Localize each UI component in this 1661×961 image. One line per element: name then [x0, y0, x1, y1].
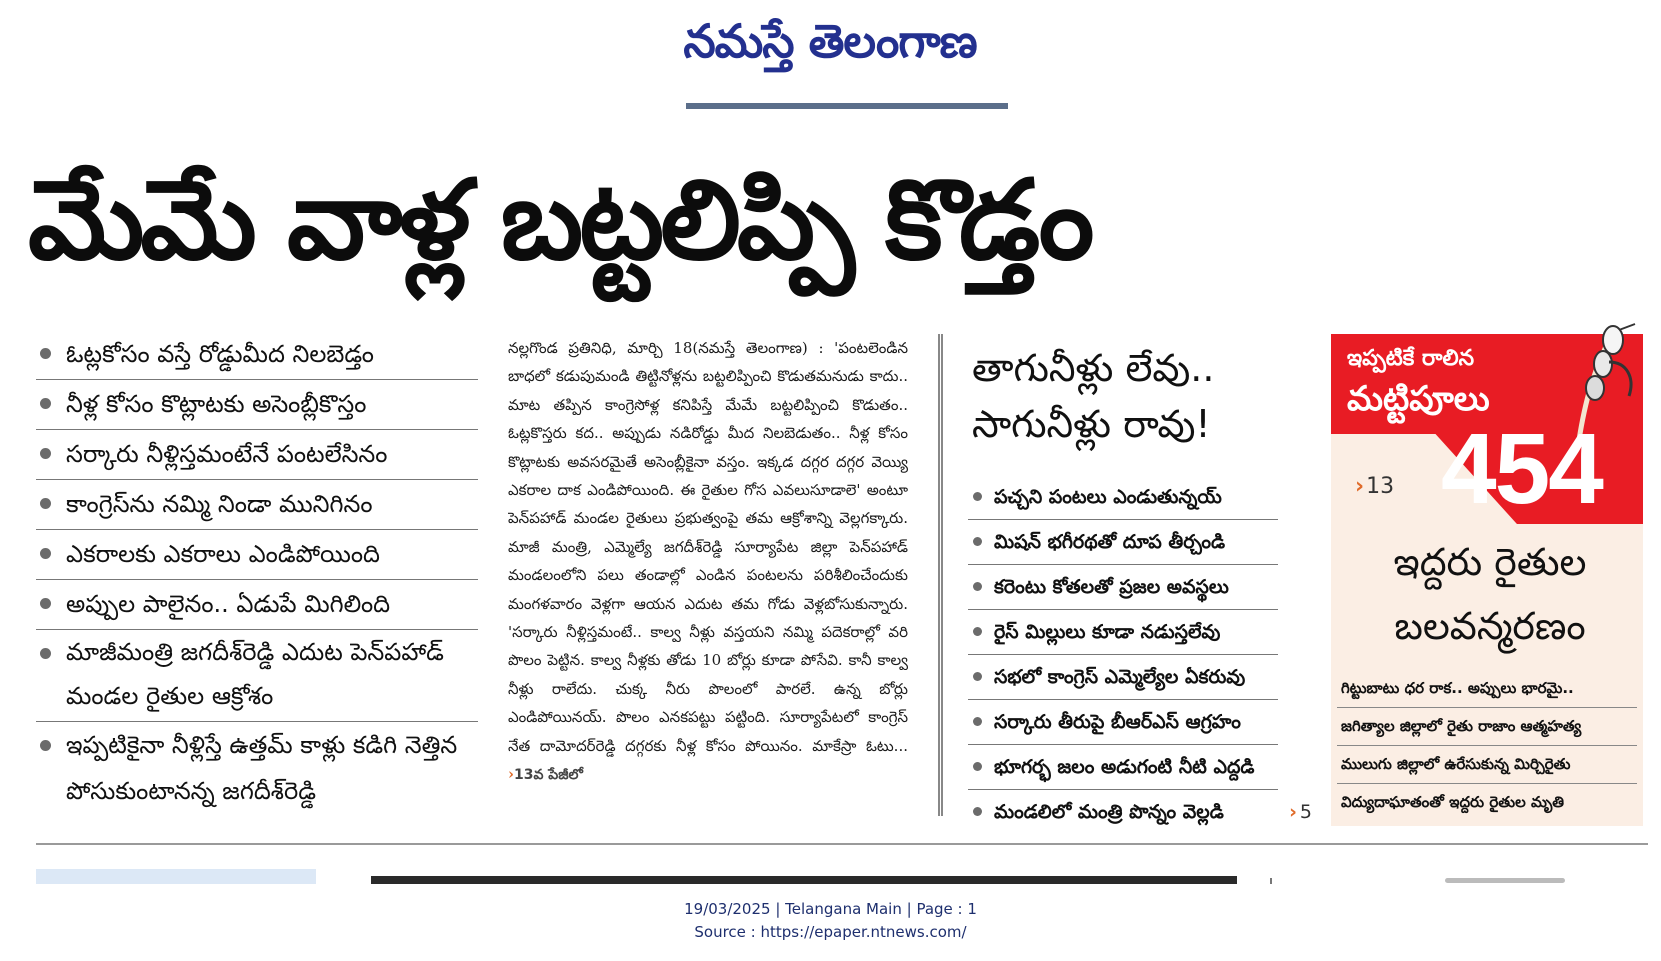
footer-source-link[interactable]: Source : https://epaper.ntnews.com/: [694, 923, 967, 941]
story-jump-link[interactable]: 13వ పేజీలో: [514, 767, 583, 784]
sidebar-page-ref[interactable]: ›13: [1355, 474, 1395, 499]
sidebar-line: జగిత్యాల జిల్లాలో రైతు రాజాం ఆత్మహత్య: [1337, 708, 1637, 746]
masthead-logo: నమస్తే తెలంగాణ: [683, 14, 977, 68]
sidebar-line: విద్యుదాఘాతంతో ఇద్దరు రైతుల మృతి: [1341, 793, 1564, 811]
bullet-icon: [973, 492, 982, 501]
cropped-strip-right: [1445, 878, 1565, 883]
left-bullet-item: ఇప్పటికైనా నీళ్లిస్తే ఉత్తమ్ కాళ్లు కడిగి నెత్తిన పోసుకుంటానన్న జగదీశ్‌రెడ్డి: [36, 722, 478, 820]
cropped-strip-left: [36, 869, 316, 884]
sidebar-kicker-main: మట్టిపూలు: [1347, 379, 1490, 419]
bullet-icon: [40, 740, 51, 751]
sidebar-line: ములుగు జిల్లాలో ఉరేసుకున్న మిర్చిరైతు: [1337, 746, 1637, 784]
sidebar-box: [1331, 334, 1643, 826]
bullet-icon: [973, 717, 982, 726]
left-bullet-item: ఎకరాలకు ఎకరాలు ఎండిపోయింది: [36, 530, 478, 580]
left-bullet-list: [36, 330, 478, 820]
masthead-divider: [686, 103, 1008, 109]
left-bullet-item: నీళ్ల కోసం కొట్లాటకు అసెంబ్లీకొస్తం: [36, 380, 478, 430]
left-bullet-item: సర్కారు నీళ్లిస్తమంటేనే పంటలేసినం: [36, 430, 478, 480]
sub-bullet-item: సర్కారు తీరుపై బీఆర్‌ఎస్ ఆగ్రహం: [968, 700, 1278, 745]
bullet-icon: [973, 672, 982, 681]
sub-bullet-item: మిషన్ భగీరథతో దూప తీర్చండి: [968, 520, 1278, 565]
page-footer: [0, 898, 1661, 944]
sidebar-kicker: ఇప్పటికే రాలిన: [1347, 346, 1475, 371]
bullet-icon: [40, 348, 51, 359]
bullet-icon: [973, 627, 982, 636]
left-bullet-item: ఓట్లకోసం వస్తే రోడ్డుమీద నిలబెడ్తం: [36, 330, 478, 380]
left-bullet-item: మాజీమంత్రి జగదీశ్‌రెడ్డి ఎదుట పెన్‌పహాడ్ మండల రైతుల ఆక్రోశం: [36, 630, 478, 722]
jump-arrow-icon: ›: [1289, 801, 1297, 823]
sub-bullet-item: మండలిలో మంత్రి పొన్నం వెల్లడి › 5: [968, 790, 1278, 835]
bullet-icon: [40, 648, 51, 659]
sub-bullet-item: కరెంటు కోతలతో ప్రజల అవస్థలు: [968, 565, 1278, 610]
sidebar-line: గిట్టుబాటు ధర రాక.. అప్పులు భారమై..: [1337, 670, 1637, 708]
jump-arrow-icon: ›: [1355, 474, 1365, 499]
bullet-icon: [40, 548, 51, 559]
left-bullet-item: కాంగ్రెస్‌ను నమ్మి నిండా మునిగినం: [36, 480, 478, 530]
sub-bullet-item: రైస్ మిల్లులు కూడా నడుస్తలేవు: [968, 610, 1278, 655]
page-divider: [36, 843, 1648, 845]
sub-story-page-ref[interactable]: › 5: [1289, 801, 1312, 823]
bullet-icon: [40, 598, 51, 609]
bullet-icon: [40, 398, 51, 409]
jump-arrow-icon: ›: [508, 765, 514, 784]
death-count: 454: [1441, 413, 1602, 525]
sub-bullet-item: పచ్చని పంటలు ఎండుతున్నయ్: [968, 475, 1278, 520]
cropped-strip-photo: [371, 876, 1237, 884]
sidebar-title: ఇద్దరు రైతుల బలవన్మరణం: [1393, 540, 1587, 648]
bullet-icon: [973, 807, 982, 816]
story-body: నల్లగొండ ప్రతినిధి, మార్చి 18(నమస్తే తెలంగాణ) : 'పంటలెండిన బాధలో కడుపుమండి తిట్టినోళ్లను బట్టలిప్పించి కొడుతమనుడు కాదు.. మాట తప్పిన కాంగ్రెసోళ్ల కనిపిస్తే మేమే బట్టలిప్పించి కొడుతం.. ఓట్లకొస్తరు కద.. అప్పుడు నడిరోడ్డు మీద నిలబెడుతం.. నీళ్ల కోసం కొట్లాటకు అవసరమైతే అసెంబ్లీకైనా వస్తం. ఇక్కడ దగ్గర దగ్గర వెయ్యి ఎకరాల దాక ఎండిపోయింది. ఈ రైతుల గోస ఎవలుసూడాలె' అంటూ పెన్‌పహాడ్ మండల రైతులు ప్రభుత్వంపై తమ ఆక్రోశాన్ని వెల్లగక్కారు. మాజీ మంత్రి, ఎమ్మెల్యే జగదీశ్‌రెడ్డి సూర్యాపేట జిల్లా పెన్‌పహాడ్ మండలంలోని పలు తండాల్లో ఎండిన పంటలను పరిశీలించేందుకు మంగళవారం వెళ్లగా ఆయన ఎదుట తమ గోడు వెళ్లబోసుకున్నారు. 'సర్కారు నీళ్లిస్తమంటే.. కాల్వ నీళ్లు వస్తయని నమ్మి పదెకరాల్లో వరి పొలం పెట్టిన. కాల్వ నీళ్లకు తోడు 10 బోర్లు కూడా పోసేవి. కానీ కాల్వ నీళ్లు రాలేదు. చుక్క నీరు పొలంలో పారలే. ఉన్న బోర్లు ఎండిపోయినయ్. పొలం ఎనకపట్టు పట్టింది. సూర్యాపేటలో కాంగ్రెస్ నేత దామోదర్‌రెడ్డి దగ్గరకు నీళ్ల కోసం పోయినం. మాకేస్రా ఓటు... ›13వ పేజీలో: [508, 339, 908, 784]
column-divider: [938, 334, 943, 816]
bullet-icon: [40, 498, 51, 509]
sub-story-headline: తాగునీళ్లు లేవు.. సాగునీళ్లు రావు!: [972, 346, 1215, 446]
footer-edition-info: 19/03/2025 | Telangana Main | Page : 1: [684, 900, 977, 918]
sub-bullet-item: భూగర్భ జలం అడుగంటి నీటి ఎద్దడి: [968, 745, 1278, 790]
bullet-icon: [973, 582, 982, 591]
cropped-strip-mark: [1270, 878, 1272, 884]
main-headline: మేమే వాళ్ల బట్టలిప్పి కొడ్తం: [28, 156, 1091, 284]
sub-story-bullet-list: [968, 475, 1312, 835]
sub-bullet-item: సభలో కాంగ్రెస్ ఎమ్మెల్యేల ఏకరువు: [968, 655, 1278, 700]
bullet-icon: [973, 762, 982, 771]
bullet-icon: [973, 537, 982, 546]
bullet-icon: [40, 448, 51, 459]
sidebar-lines: [1337, 670, 1637, 822]
left-bullet-item: అప్పుల పాలైనం.. ఏడుపే మిగిలింది: [36, 580, 478, 630]
